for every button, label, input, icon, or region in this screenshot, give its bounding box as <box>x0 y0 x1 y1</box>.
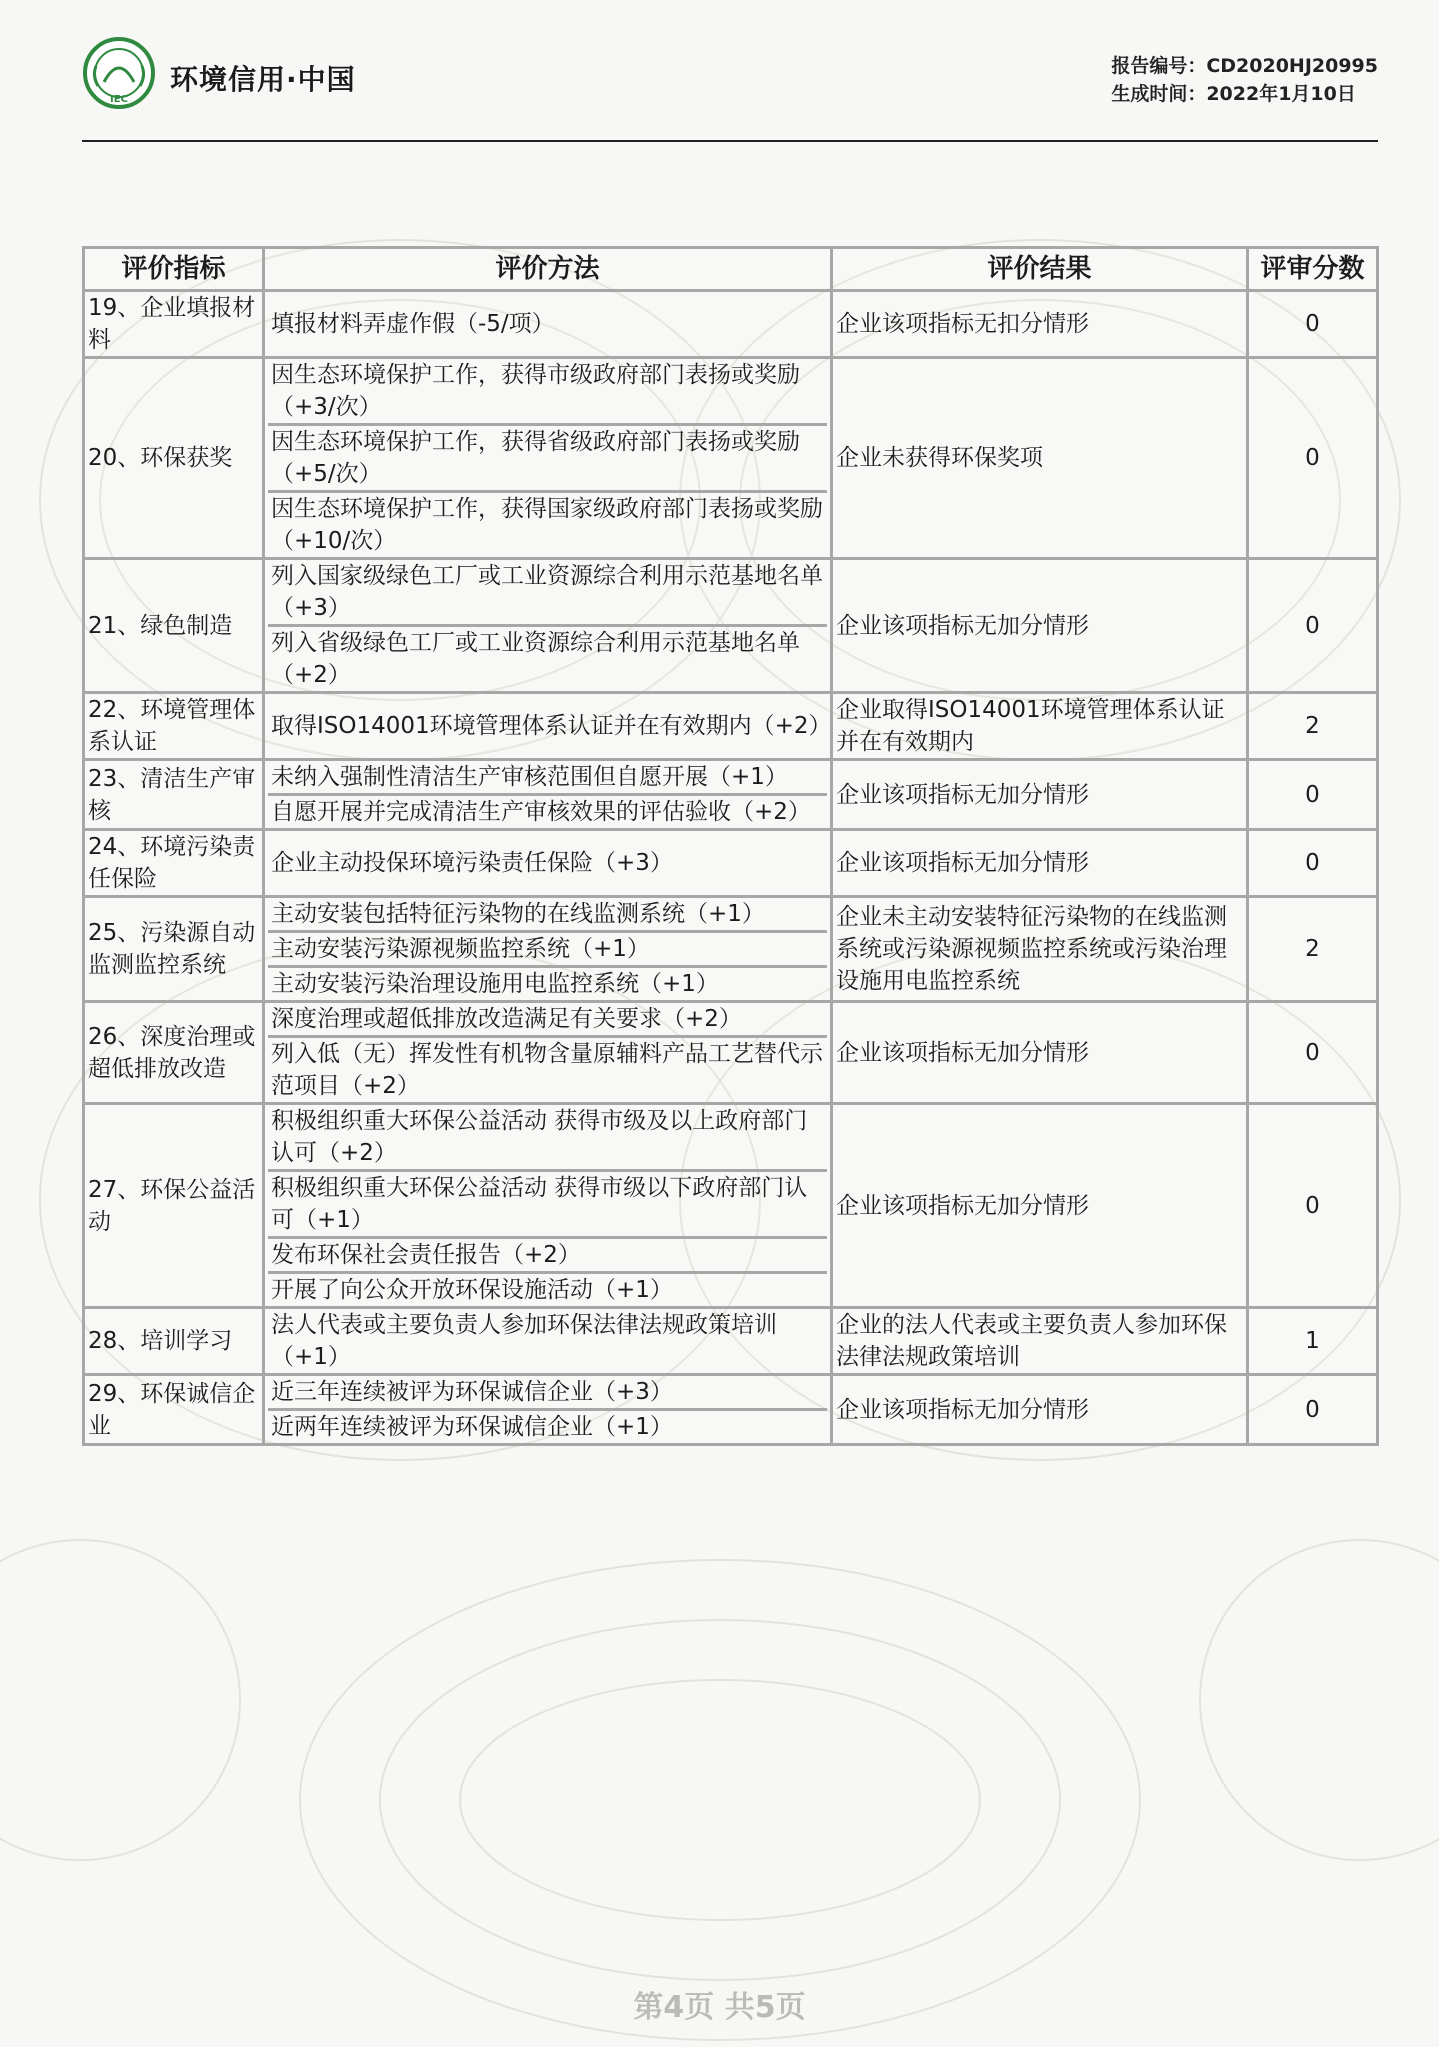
method-item: 发布环保社会责任报告（+2） <box>268 1239 827 1274</box>
method-item: 自愿开展并完成清洁生产审核效果的评估验收（+2） <box>271 799 811 825</box>
page-header <box>82 32 1378 142</box>
method-cell <box>264 358 832 559</box>
indicator-cell: 21、绿色制造 <box>84 559 264 693</box>
method-item: 列入低（无）挥发性有机物含量原辅料产品工艺替代示范项目（+2） <box>271 1041 823 1099</box>
method-cell <box>264 1375 832 1445</box>
result-cell: 企业的法人代表或主要负责人参加环保法律法规政策培训 <box>832 1308 1248 1375</box>
method-cell <box>264 897 832 1002</box>
header-indicator: 评价指标 <box>84 248 264 291</box>
result-cell: 企业该项指标无加分情形 <box>832 1002 1248 1104</box>
score-cell: 0 <box>1248 358 1378 559</box>
result-cell: 企业该项指标无加分情形 <box>832 559 1248 693</box>
result-cell: 企业取得ISO14001环境管理体系认证并在有效期内 <box>832 693 1248 760</box>
method-item: 深度治理或超低排放改造满足有关要求（+2） <box>268 1003 827 1038</box>
report-number: 报告编号：CD2020HJ20995 <box>1111 55 1378 77</box>
indicator-cell: 25、污染源自动监测监控系统 <box>84 897 264 1002</box>
method-item: 列入国家级绿色工厂或工业资源综合利用示范基地名单（+3） <box>268 560 827 627</box>
header-result: 评价结果 <box>832 248 1248 291</box>
table-row <box>84 830 1378 897</box>
indicator-cell: 29、环保诚信企业 <box>84 1375 264 1445</box>
method-item: 近三年连续被评为环保诚信企业（+3） <box>268 1376 827 1411</box>
method-item: 主动安装污染源视频监控系统（+1） <box>268 933 827 968</box>
method-cell <box>264 830 832 897</box>
method-item: 近两年连续被评为环保诚信企业（+1） <box>271 1414 673 1440</box>
page-number: 第4页 共5页 <box>633 1990 806 2025</box>
score-cell: 2 <box>1248 897 1378 1002</box>
table-row <box>84 693 1378 760</box>
indicator-cell: 27、环保公益活动 <box>84 1104 264 1308</box>
result-cell: 企业该项指标无加分情形 <box>832 1104 1248 1308</box>
method-item: 因生态环境保护工作，获得省级政府部门表扬或奖励（+5/次） <box>268 426 827 493</box>
table-row <box>84 1308 1378 1375</box>
method-item: 积极组织重大环保公益活动 获得市级及以上政府部门认可（+2） <box>268 1105 827 1172</box>
indicator-cell: 20、环保获奖 <box>84 358 264 559</box>
table-body <box>84 291 1378 1445</box>
method-cell <box>264 291 832 358</box>
score-cell: 0 <box>1248 291 1378 358</box>
score-cell: 0 <box>1248 1375 1378 1445</box>
score-cell: 0 <box>1248 559 1378 693</box>
method-item: 填报材料弄虚作假（-5/项） <box>271 311 555 337</box>
indicator-cell: 23、清洁生产审核 <box>84 760 264 830</box>
table-row <box>84 760 1378 830</box>
result-cell: 企业该项指标无加分情形 <box>832 1375 1248 1445</box>
method-item: 企业主动投保环境污染责任保险（+3） <box>271 850 673 876</box>
method-item: 法人代表或主要负责人参加环保法律法规政策培训（+1） <box>271 1312 777 1370</box>
result-cell: 企业该项指标无加分情形 <box>832 830 1248 897</box>
result-cell: 企业该项指标无扣分情形 <box>832 291 1248 358</box>
brand-name: 环境信用·中国 <box>170 63 356 96</box>
header-method: 评价方法 <box>264 248 832 291</box>
method-item: 列入省级绿色工厂或工业资源综合利用示范基地名单（+2） <box>271 630 800 688</box>
logo-label: IEC <box>110 94 128 105</box>
method-item: 取得ISO14001环境管理体系认证并在有效期内（+2） <box>271 713 832 739</box>
method-cell <box>264 1104 832 1308</box>
table-row <box>84 559 1378 693</box>
method-cell <box>264 1308 832 1375</box>
method-cell <box>264 760 832 830</box>
method-item: 因生态环境保护工作，获得市级政府部门表扬或奖励（+3/次） <box>268 359 827 426</box>
score-cell: 0 <box>1248 830 1378 897</box>
table-row <box>84 291 1378 358</box>
table-header-row <box>84 248 1378 291</box>
evaluation-table <box>82 246 1379 1446</box>
table-row <box>84 1104 1378 1308</box>
score-cell: 0 <box>1248 1002 1378 1104</box>
method-cell <box>264 1002 832 1104</box>
indicator-cell: 28、培训学习 <box>84 1308 264 1375</box>
method-item: 开展了向公众开放环保设施活动（+1） <box>271 1277 673 1303</box>
table-row <box>84 897 1378 1002</box>
method-cell <box>264 559 832 693</box>
header-score: 评审分数 <box>1248 248 1378 291</box>
method-item: 未纳入强制性清洁生产审核范围但自愿开展（+1） <box>268 761 827 796</box>
indicator-cell: 24、环境污染责任保险 <box>84 830 264 897</box>
indicator-cell: 22、环境管理体系认证 <box>84 693 264 760</box>
method-cell <box>264 693 832 760</box>
method-item: 主动安装包括特征污染物的在线监测系统（+1） <box>268 898 827 933</box>
indicator-cell: 19、企业填报材料 <box>84 291 264 358</box>
table-row <box>84 1002 1378 1104</box>
result-cell: 企业未获得环保奖项 <box>832 358 1248 559</box>
result-cell: 企业未主动安装特征污染物的在线监测系统或污染源视频监控系统或污染治理设施用电监控系统 <box>832 897 1248 1002</box>
table-row <box>84 358 1378 559</box>
score-cell: 0 <box>1248 760 1378 830</box>
indicator-cell: 26、深度治理或超低排放改造 <box>84 1002 264 1104</box>
score-cell: 1 <box>1248 1308 1378 1375</box>
iec-logo-icon <box>82 36 156 110</box>
score-cell: 0 <box>1248 1104 1378 1308</box>
method-item: 主动安装污染治理设施用电监控系统（+1） <box>271 971 719 997</box>
score-cell: 2 <box>1248 693 1378 760</box>
report-info <box>1111 52 1378 108</box>
generation-time: 生成时间：2022年1月10日 <box>1111 83 1356 105</box>
table-row <box>84 1375 1378 1445</box>
method-item: 积极组织重大环保公益活动 获得市级以下政府部门认可（+1） <box>268 1172 827 1239</box>
method-item: 因生态环境保护工作，获得国家级政府部门表扬或奖励（+10/次） <box>271 496 823 554</box>
result-cell: 企业该项指标无加分情形 <box>832 760 1248 830</box>
